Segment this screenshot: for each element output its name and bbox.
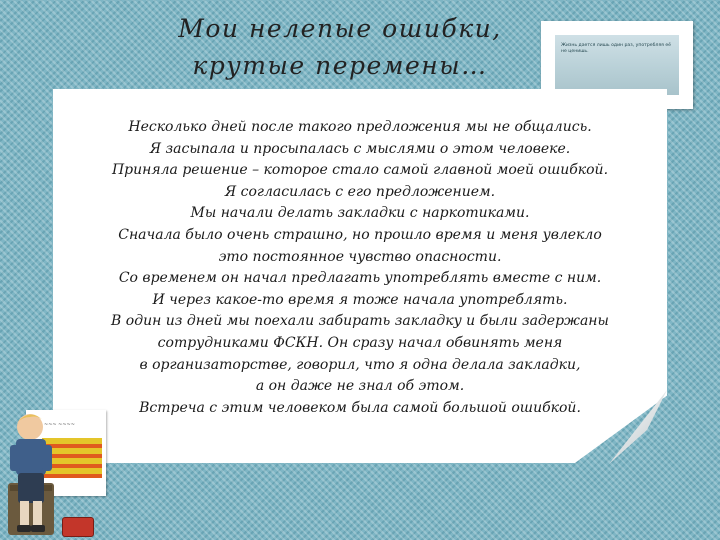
story-line: в организаторстве, говорил, что я одна делала закладки, <box>139 356 581 373</box>
slide-title-line-1: Мои нелепые ошибки, <box>178 14 502 43</box>
story-line: это постоянное чувство опасности. <box>218 248 502 265</box>
story-text <box>60 117 660 419</box>
story-line: Встреча с этим человеком была самой большой ошибкой. <box>139 399 581 416</box>
thumbnail-caption: Жизнь дается лишь один раз, употребляя её не ценишь. <box>561 43 671 54</box>
story-line: Приняла решение – которое стало самой главной моей ошибкой. <box>111 162 609 179</box>
story-line: сотрудниками ФСКН. Он сразу начал обвинять меня <box>157 334 563 351</box>
book-cover-handwriting: ~~~ ~~~~ <box>44 422 75 428</box>
story-line: Мы начали делать закладки с наркотиками. <box>190 205 530 222</box>
story-line: а он даже не знал об этом. <box>255 378 465 395</box>
story-line: В один из дней мы поехали забирать закладку и были задержаны <box>111 313 609 330</box>
slide-title <box>150 10 530 84</box>
story-line: И через какое-то время я тоже начала употреблять. <box>152 291 568 308</box>
thumbnail-image <box>555 35 679 95</box>
story-line: Я засыпала и просыпалась с мыслями о этом человеке. <box>149 140 571 157</box>
slide-title-line-2: крутые перемены… <box>192 51 488 80</box>
story-line: Я согласилась с его предложением. <box>224 183 496 200</box>
story-line: Со временем он начал предлагать употреблять вместе с ним. <box>118 270 602 287</box>
story-line: Сначала было очень страшно, но прошло время и меня увлекло <box>118 226 602 243</box>
story-line: Несколько дней после такого предложения мы не общались. <box>128 119 592 135</box>
suitcase-icon <box>62 517 94 537</box>
